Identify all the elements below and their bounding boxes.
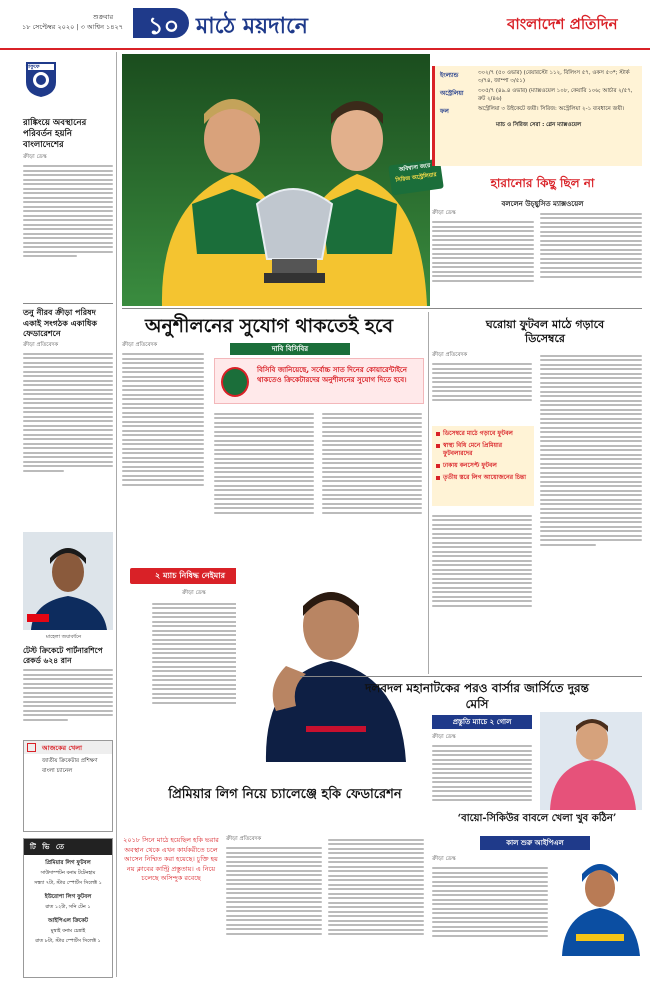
practice-body-col3 [322, 410, 422, 516]
cricketer-portrait-icon [23, 532, 113, 630]
tv-section-header: টি ভি তে [24, 839, 112, 855]
maxwell-subhead: বললেন উচ্ছ্বসিত ম্যাক্সওয়েল [501, 200, 584, 208]
score-detail: ৩০৫/৭ (৪৯.৪ ওভার) (ম্যাক্সওয়েল ১০৮, কেয়ারি ১০৬; আর্চার ২/৫৭, রুট ২/৪৬) [478, 88, 633, 102]
hockey-pullquote: ২০১৮ সিনে মাঠে হয়েছিল হকি ভরার অবস্থান থেকে এখন কার্যকরীতে চলে আসেন নিম্মিত করা হয়েছে। চুক্তি হয় নয় ক্লাবের কান্ট্রি প্রস্তুতায়। এ নিয়ে চলেছে অসিন্দুক রবেছে [123, 836, 219, 882]
neymar-photo [236, 566, 426, 762]
story-council-byline: ক্রীড়া প্রতিবেদক [23, 341, 59, 348]
football-point [436, 430, 530, 438]
story-council-body [23, 353, 113, 472]
score-row [440, 106, 637, 117]
story-sports-council [23, 307, 113, 474]
hockey-body-col1 [226, 836, 322, 937]
score-detail: ৩০২/৭ (৫০ ওভার) (বেয়ারস্টো ১১২, বিলিংস ৫৭, ওকস ৫৩*; স্টার্ক ৩/৭৪, জাম্পা ৩/৫১) [478, 70, 630, 84]
score-team: ফল [440, 108, 449, 115]
rohit-photo [556, 856, 644, 956]
divider [23, 303, 113, 304]
football-body-col1 [432, 352, 532, 404]
bcb-logo-icon [221, 367, 249, 397]
story-ranking [23, 118, 113, 260]
messi-tag-text: প্রস্তুতি ম্যাচে ২ গোল [452, 718, 512, 726]
score-team: ইংল্যান্ড [440, 72, 459, 79]
bullet-icon [436, 464, 440, 468]
story-record-headline: টেস্ট ক্রিকেটে পার্টনারশিপে রেকর্ড ৬২৪ রান [23, 646, 103, 665]
day-label: শুক্রবার [93, 13, 114, 21]
date-label: ১৮ সেপ্টেম্বর ২০২০ | ৩ আশ্বিন ১৪২৭ [22, 23, 123, 31]
football-byline: ক্রীড়া প্রতিবেদক [432, 352, 468, 358]
hockey-byline: ক্রীড়া প্রতিবেদক [226, 836, 262, 842]
hockey-headline: প্রিমিয়ার লিগ নিয়ে চ্যালেঞ্জে হকি ফেডারেশন [168, 787, 402, 802]
neymar-image [236, 566, 426, 762]
practice-body-col1 [122, 342, 204, 488]
messi-body [432, 734, 532, 804]
tv-item: সাউদাম্পটন বনাম টটেনহাম [40, 870, 96, 876]
messi-headline: দলবদল মহানাটকের পরও বার্সার জার্সিতে দুরন্ত মেসি [365, 681, 589, 711]
practice-byline: ক্রীড়া প্রতিবেদক [122, 342, 158, 348]
score-team: অস্ট্রেলিয়া [440, 90, 464, 97]
messi-quote: ‘বায়ো-সিকিউর বাবলে খেলা খুব কঠিন’ [457, 813, 617, 824]
story-record-body [23, 669, 113, 721]
scorecard [432, 66, 642, 166]
football-point-text: ঢাকায় কনসেপ্ট ফুটবল [443, 462, 497, 469]
ipl-body [432, 856, 548, 939]
story-record [23, 646, 113, 723]
today-games-box [23, 740, 113, 832]
today-games-line2: বাংলা চ্যানেল [42, 768, 73, 774]
football-point-text: ডিসেম্বরে মাঠে গড়াবে ফুটবল [443, 430, 513, 437]
maxwell-byline: ক্রীড়া ডেস্ক [432, 210, 456, 216]
ipl-tag-text: কাল শুরু আইপিএল [506, 839, 564, 847]
football-headline: ঘরোয়া ফুটবল মাঠে গড়াবে ডিসেম্বরে [485, 318, 605, 345]
brand-logo: বাংলাদেশ প্রতিদিন [507, 15, 618, 33]
football-points-box [432, 426, 534, 506]
score-row [440, 88, 637, 103]
hero-photo [122, 54, 430, 306]
calendar-icon [27, 743, 36, 752]
tv-item: আইপিএল ক্রিকেট [47, 918, 88, 924]
hero-badge-line2: সিরিজ অস্ট্রেলিয়ার [395, 172, 438, 184]
bullet-icon [436, 432, 440, 436]
messi-byline: ক্রীড়া ডেস্ক [432, 734, 456, 740]
section-title: মাঠে ময়দানে [196, 13, 308, 39]
page-number: ১০ [148, 11, 180, 40]
practice-highlight-text: বিসিবি জানিয়েছে, সর্বোচ্চ সাত দিনের কোয়ারেন্টাইনে থাকতেও ক্রিকেটারদের অনুশীলনের সুযোগ দিতে হবে। [257, 366, 407, 384]
tv-item: মুম্বাই বনাম চেন্নাই [50, 928, 86, 934]
story-council-headline: তনু নীরব ক্রীড়া পরিষদ একাই সংগঠক একাধিক ফেডারেশনে [23, 307, 97, 338]
jayawardene-photo [23, 532, 113, 630]
divider [122, 308, 642, 309]
today-games-title: আজকের খেলা [42, 744, 83, 752]
divider [300, 676, 642, 677]
maxwell-story [440, 175, 645, 210]
maxwell-body-col1 [432, 210, 534, 284]
messi-photo [540, 712, 642, 810]
football-point [436, 462, 530, 470]
story-ranking-body [23, 165, 113, 257]
tv-item: প্রিমিয়ার লিগ ফুটবল [45, 860, 91, 866]
cricketer-ipl-image [556, 856, 644, 956]
tv-item: সন্ধ্যা ৭টা, স্টার স্পোর্টস সিলেক্ট ১ [34, 880, 102, 886]
today-games-header [24, 741, 112, 754]
masthead [0, 0, 650, 50]
column-divider [428, 312, 429, 674]
today-games-line1: জাতীয় ক্রিকেটার প্রশিক্ষণ [42, 758, 98, 764]
photo-caption: মাহেলা জয়াবর্ধনে [46, 634, 82, 640]
score-row [440, 70, 637, 85]
football-point-text: স্বাস্থ্য বিধি মেনে প্রিমিয়ার ফুটবলারদের [443, 442, 503, 457]
football-point [436, 442, 530, 458]
bff-logo-text: বাফুফে [26, 64, 40, 70]
ipl-byline: ক্রীড়া ডেস্ক [432, 856, 456, 862]
practice-headline: অনুশীলনের সুযোগ থাকতেই হবে [145, 315, 394, 337]
tv-section [23, 838, 113, 978]
story-ranking-byline: ক্রীড়া ডেস্ক [23, 154, 47, 160]
tv-item: ইউরোপা লিগ ফুটবল [44, 894, 92, 900]
practice-body-col2 [214, 410, 314, 516]
ipl-tag [480, 836, 590, 850]
score-detail: অস্ট্রেলিয়া ৩ উইকেটে জয়ী। সিরিজ: অস্ট্রেলিয়া ২-১ ব্যবধানে জয়ী। [478, 106, 625, 112]
neymar-headline: ২ ম্যাচ নিষিদ্ধ নেইমার [130, 568, 250, 584]
left-column-divider [116, 52, 117, 977]
hockey-body-col2 [328, 836, 424, 938]
bullet-icon [436, 444, 440, 448]
messi-image [540, 712, 642, 810]
practice-highlight [214, 358, 424, 404]
hero-badge-line1: অবিশ্বাস্য জয়ে [398, 162, 431, 174]
maxwell-body-col2 [540, 210, 642, 280]
trophy-celebration-image [122, 54, 430, 306]
football-body-col1b [432, 512, 532, 609]
tv-item: রাত ১২টা, সনি টেন ১ [45, 904, 91, 910]
maxwell-headline: হারানোর কিছু ছিল না [490, 176, 595, 190]
football-point-text: তৃতীয় স্তরে লিগ আয়োজনের চিন্তা [443, 474, 526, 481]
story-ranking-headline: রাঙ্কিংয়ে অবস্থানের পরিবর্তন হয়নি বাংলাদেশের [23, 118, 87, 150]
bullet-icon [436, 476, 440, 480]
messi-tag [432, 715, 532, 729]
football-point [436, 474, 530, 482]
tv-item: রাত ৮টা, স্টার স্পোর্টস সিলেক্ট ১ [35, 938, 101, 944]
man-of-series: ম্যাচ ও সিরিজ সেরা : গ্লেন ম্যাক্সওয়েল [495, 122, 582, 128]
football-body-col2 [540, 352, 642, 548]
neymar-byline: ক্রীড়া ডেস্ক [182, 590, 206, 596]
demand-box: দাবি বিসিবির [230, 343, 350, 355]
